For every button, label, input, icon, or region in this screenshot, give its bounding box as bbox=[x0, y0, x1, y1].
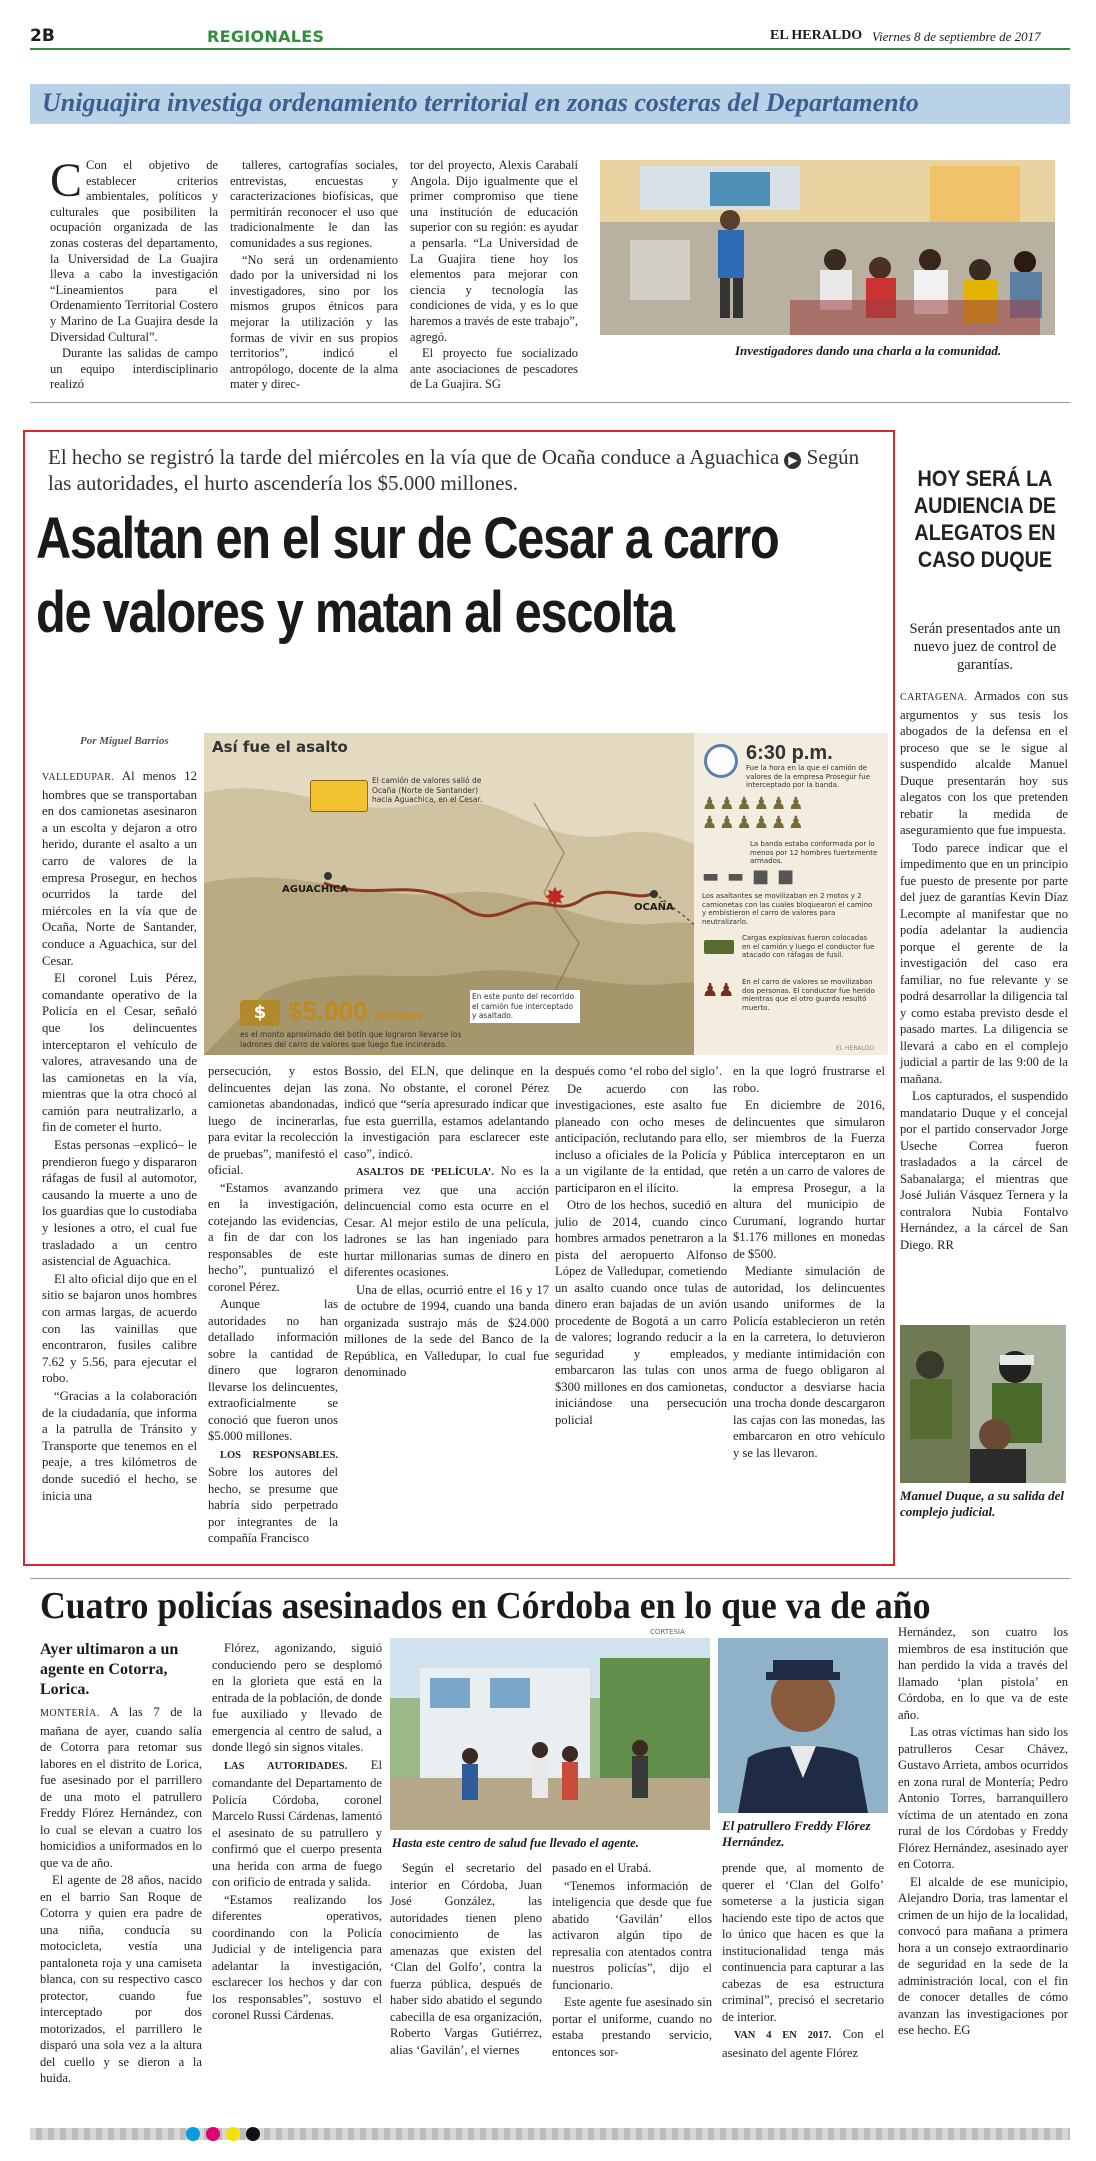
paragraph: El comandante del Departamento de Policía Córdoba, coronel Marcelo Russi Cárdenas, lamentó el asesinato de su patrullero y confirmó que el cuerpo presenta una herida con arma de fuego con orificio de entrada y salida. bbox=[212, 1757, 382, 1889]
page-number: 2B bbox=[30, 26, 55, 46]
main-col-5 bbox=[733, 1063, 885, 1461]
paragraph: Según el secretario del interior en Córdoba, Juan José González, las autoridades tienen pleno conocimiento de las amenazas que existen del ‘Clan del Golfo’, contra la fuerza pública, después de haber sido abatido el segundo cabecilla de esa organización, Roberto Vargas Gutiérrez, alias ‘Gavilán’, el viernes bbox=[390, 1861, 542, 2057]
bottom-headline: Cuatro policías asesinados en Córdoba en lo que va de año bbox=[40, 1585, 931, 1627]
truck-icon bbox=[310, 780, 368, 812]
arrow-icon: ▶ bbox=[784, 452, 801, 469]
bottom-col-3 bbox=[390, 1860, 542, 2058]
subhead: LOS RESPONSABLES. bbox=[220, 1449, 338, 1461]
paragraph: El agente de 28 años, nacido en el barrio San Roque de Cotorra y quien era padre de una niña, conducía su motocicleta, vestía una pantaloneta roja y una camiseta blanca, con su respectivo casco protector, cuando fue interceptado por dos motorizados, el parrillero le disparó una sola vez a la altura del cuello y se dieron a la huida. bbox=[40, 1873, 202, 2085]
top-col-3 bbox=[410, 158, 578, 393]
motorcycle-icon: ▬ bbox=[702, 866, 728, 887]
main-col-4 bbox=[555, 1063, 727, 1428]
paragraph: Al menos 12 hombres que se transportaban en dos camionetas asesinaron a un escolta y dejaron a otro herido, durante el asalto a un carro de valores de la empresa Prosegur, en hechos ocurridos la tarde del miércoles en la vía que de Ocaña, Norte de Santander, conduce a Aguachica, sur del Cesar. bbox=[42, 769, 197, 968]
dateline: CARTAGENA. bbox=[900, 692, 968, 703]
person-icon: ♟♟♟♟♟♟ bbox=[702, 794, 806, 814]
paragraph: Durante las salidas de campo un equipo interdisciplinario realizó bbox=[50, 346, 218, 392]
infographic-title: Así fue el asalto bbox=[212, 738, 348, 756]
main-kicker bbox=[48, 444, 878, 496]
top-col-2 bbox=[230, 158, 398, 393]
issue-date: Viernes 8 de septiembre de 2017 bbox=[872, 29, 1041, 44]
paragraph: pasado en el Urabá. bbox=[552, 1861, 652, 1875]
paragraph: En diciembre de 2016, delincuentes que simularon ser miembros de la Fuerza Pública interceptaron en un retén a un carro de valores de la empresa Prosegur, a la altura del municipio de Curumaní, logrando hurtar $1.176 millones en monedas de $500. bbox=[733, 1098, 885, 1261]
paragraph: “Estamos realizando los diferentes operativos, coordinando con la Policía Judicial y de inteligencia para adelantar la investigación, esclarecer los hechos y dar con los responsables”, sostuvo el coronel Russi Cárdenas. bbox=[212, 1892, 382, 2022]
kicker-text: El hecho se registró la tarde del miércoles en la vía que de Ocaña conduce a Aguachica bbox=[48, 445, 780, 469]
gang-note: La banda estaba conformada por lo menos por 12 hombres fuertemente armados. bbox=[750, 840, 878, 865]
main-col-2 bbox=[208, 1063, 338, 1547]
assault-time: 6:30 p.m. bbox=[746, 742, 833, 764]
paragraph: Sobre los autores del hecho, se presume que habría sido perpetrado por integrantes de la compañía Francisco bbox=[208, 1465, 338, 1545]
kicker-text: Según las autoridades, el hurto ascendería los $5.000 millones. bbox=[48, 445, 860, 495]
paragraph: persecución, y estos delincuentes dejan las camionetas abandonadas, luego de incinerarlas, para evitar la recolección de pruebas”, manifestó el oficial. bbox=[208, 1064, 338, 1177]
paragraph: después como ‘el robo del siglo’. bbox=[555, 1064, 723, 1078]
bottom-deck: Ayer ultimaron a un agente en Cotorra, Lorica. bbox=[40, 1641, 179, 1698]
byline: Por Miguel Barrios bbox=[80, 735, 169, 747]
vehicle-icons bbox=[702, 866, 878, 887]
bottom-col-1 bbox=[40, 1704, 202, 2087]
paper-name: EL HERALDO bbox=[770, 28, 863, 43]
paragraph: El alcalde de ese municipio, Alejandro Doria, tras lamentar el crimen de un hijo de la localidad, convocó para mañana a primera hora a un consejo extraordinario de seguridad en la sede de la administración local, con el fin de conocer detalles de cómo avanzan las investigaciones por ese hecho. EG bbox=[898, 1874, 1068, 2037]
person-icon: ♟ bbox=[718, 980, 735, 1001]
money-note: es el monto aproximado del botín que lograron llevarse los ladrones del carro de valores que luego fue incinerado. bbox=[240, 1030, 462, 1049]
top-photo bbox=[600, 160, 1055, 335]
money-value: $5.000 bbox=[288, 996, 368, 1026]
motorcycle-icon: ▬ bbox=[727, 866, 753, 887]
header-rule bbox=[30, 48, 1070, 50]
color-bar bbox=[186, 2126, 296, 2142]
crash-note: En este punto del recorrido el camión fue interceptado y asaltado. bbox=[470, 990, 580, 1023]
person-icon: ♟♟♟♟♟♟ bbox=[702, 813, 806, 833]
paragraph: Armados con sus argumentos y sus tesis los abogados de la defensa en el proceso que se le sigue al suspendido alcalde Manuel Duque presentarán hoy sus alegatos con los que pretenden rebatir la medida de aseguramiento que fue impuesta. bbox=[900, 689, 1068, 837]
paragraph: “Estamos avanzando en la investigación, cotejando las evidencias, a fin de dar con los responsables de este hecho”, puntualizó el coronel Pérez. bbox=[208, 1180, 338, 1294]
subhead: ASALTOS DE ‘PELÍCULA’. bbox=[356, 1167, 494, 1178]
paragraph: Flórez, agonizando, siguió conduciendo pero se desplomó en la glorieta que está en la entrada de la población, de donde fue auxiliado y llevado de emergencia al centro de salud, a donde llegó sin signos vitales. bbox=[212, 1641, 382, 1754]
victims-note: En el carro de valores se movilizaban dos personas. El conductor fue herido mientras que el otro guarda resultó muerto. bbox=[742, 978, 875, 1012]
clock-icon bbox=[704, 744, 738, 778]
sidebar-body bbox=[900, 688, 1068, 1253]
bottom-col-2 bbox=[212, 1640, 382, 2024]
officer-photo bbox=[718, 1638, 888, 1813]
bottom-col-6 bbox=[898, 1624, 1068, 2039]
paragraph: Hernández, son cuatro los miembros de esa institución que han perdido la vida a través del llamado ‘plan pistola’ en Córdoba, en lo que va de este año. bbox=[898, 1625, 1068, 1722]
paragraph: Bossio, del ELN, que delinque en la zona. No obstante, el coronel Pérez indicó que “sería apresurado indicar que fue esta guerrilla, estamos adelantando la investigación para esclarecer este caso”, indicó. bbox=[344, 1064, 549, 1161]
paragraph: A las 7 de la mañana de ayer, cuando salía de Cotorra para retomar sus labores en el distrito de Lorica, fue asesinado por el parrillero de una moto el patrullero Freddy Flórez Hernández, con lo cual se elevan a cuatro los homicidios a uniformados en lo que va de año. bbox=[40, 1705, 202, 1870]
paragraph: “No será un ordenamiento dado por la universidad ni los investigadores, sino por los mismos grupos étnicos para mejorar la utilización y las formas de vivir en sus propios territorios”, indicó el antropólogo, docente de la alma mater y direc- bbox=[230, 252, 398, 392]
paragraph: Los capturados, el suspendido mandatario Duque y el concejal por el partido conservador Jorge Useche Correa fueron trasladados a la cárcel de Sabanalarga; el mientras que José Julián Vásquez Ternera y la contralora Nubia Fontalvo Hernández, a la cárcel de San Diego. RR bbox=[900, 1089, 1068, 1252]
money-icon: $ bbox=[240, 1000, 280, 1026]
paragraph: Este agente fue asesinado sin portar el uniforme, cuando no estaba prestando servicio, entonces sor- bbox=[552, 1995, 712, 2059]
main-headline bbox=[36, 502, 779, 650]
bottom-divider bbox=[30, 1578, 1070, 1579]
health-center-photo bbox=[390, 1638, 710, 1830]
paragraph: El alto oficial dijo que en el sitio se bajaron unos hombres con armas largas, de acuerdo con las vainillas que encontraron, fusiles calibre 7.62 y 5.56, para ejecutar el robo. bbox=[42, 1271, 197, 1386]
city-marker bbox=[650, 890, 658, 898]
subhead: LAS AUTORIDADES. bbox=[224, 1760, 348, 1772]
photo-credit: CORTESÍA bbox=[650, 1628, 685, 1636]
paragraph: Mediante simulación de autoridad, los delincuentes usando uniformes de la Policía establecieron un retén en la carretera, lo detuvieron y mediante intimidación con arma de fuego obligaron al conductor a desviarse hacia una trocha donde descargaron las cajas con las monedas, las embarcaron en otro vehículo y se las llevaron. bbox=[733, 1264, 885, 1460]
truck-note: El camión de valores salió de Ocaña (Norte de Santander) hacia Aguachica, en el Cesar. bbox=[372, 776, 483, 804]
paragraph: Aunque las autoridades no han detallado información sobre la cantidad de dinero que lograron llevarse los delincuentes, extraoficialmente se conoció que fueron unos $5.000 millones. bbox=[208, 1297, 338, 1443]
paragraph: Una de ellas, ocurrió entre el 16 y 17 de octubre de 1994, cuando una banda organizada sustrajo más de $24.000 millones de la sede del Banco de la República, en Valledupar, lo cual fue denominado bbox=[344, 1282, 549, 1379]
paragraph: No es la primera vez que una acción delincuencial como esta ocurre en el Cesar. Al mejor estilo de una película, ladrones se las han ingeniado para hurtar millonarias sumas de dinero en diferentes ocasiones. bbox=[344, 1164, 549, 1279]
paragraph: talleres, cartografías sociales, entrevistas, encuestas y caracterizaciones biofísicas, que permitirán reconocer el uso que tradicionalmente le dan las comunidades a sus regiones. bbox=[230, 158, 398, 250]
paragraph: Con el objetivo de establecer criterios ambientales, políticos y culturales que posibiliten la ocupación organizada de las zonas costeras del departamento, la Universidad de La Guajira lleva a cabo la investigación “Lineamientos para el Ordenamiento Territorial Costero y Marino de La Guajira desde la Diversidad Cultural”. bbox=[50, 158, 218, 344]
paragraph: Otro de los hechos, sucedió en julio de 2014, cuando cinco hombres armados penetraron a la pista del aeropuerto Alfonso López de Valledupar, cometiendo un asalto cuando once tulas de dinero eran bajadas de un avión procedente de Bogotá a un carro de valores; logrando reducir a la seguridad y empleados, embarcaron las tulas con unos $300 millones en dos camionetas, iniciándose una persecución policial bbox=[555, 1198, 727, 1427]
city-marker bbox=[324, 872, 332, 880]
color-swatch bbox=[246, 2127, 260, 2141]
main-col-3 bbox=[344, 1063, 549, 1381]
suv-icon: ■ bbox=[777, 866, 803, 887]
vehicles-note: Los asaltantes se movilizaban en 2 motos y 2 camionetas con las cuales bloquearon el camino y embistieron el carro de valores para neutralizarlo. bbox=[702, 892, 873, 926]
paragraph: El coronel Luis Pérez, comandante operativo de la Policía en el Cesar, señaló que los delincuentes interceptaron el vehículo de valores, atravesando una de las camionetas en la vía, mientras que la otra chocó al camión para neutralizarlo, a fin de cometer el hurto. bbox=[42, 971, 197, 1135]
paragraph: Con el asesinato del agente Flórez bbox=[722, 2027, 884, 2060]
suv-icon: ■ bbox=[752, 866, 778, 887]
person-icon: ♟ bbox=[702, 980, 719, 1001]
bottom-col-5 bbox=[722, 1860, 884, 2061]
subhead: VAN 4 EN 2017. bbox=[734, 2030, 832, 2041]
top-divider bbox=[30, 402, 1070, 403]
top-col-1 bbox=[50, 154, 218, 393]
victims-figures bbox=[702, 980, 734, 1001]
time-note: Fue la hora en la que el camión de valores de la empresa Prosegur fue interceptado por la banda. bbox=[746, 764, 871, 789]
paragraph: Las otras víctimas han sido los patrulleros Cesar Chávez, Gustavo Arrieta, ambos ocurridos en zona rural de Montería; Pedro Antonio Torres, barranquillero víctima de un atentado en zona rural de los Córdobas y Freddy Flórez Hernández, asesinado ayer en Cotorra. bbox=[898, 1725, 1068, 1871]
paragraph: “Tenemos información de inteligencia que desde que fue abatido ‘Gavilán’ ellos activaron algún tipo de represalia con atentados contra nuestros policías”, dijo el funcionario. bbox=[552, 1878, 712, 1992]
sidebar-photo bbox=[900, 1325, 1066, 1483]
main-col-1 bbox=[42, 768, 197, 1504]
money-unit: millones bbox=[374, 1009, 424, 1023]
city-aguachica: AGUACHICA bbox=[282, 884, 349, 895]
sidebar-deck: Serán presentados ante un nuevo juez de control de garantías. bbox=[909, 621, 1061, 673]
paragraph: Todo parece indicar que el impedimento que en un principio fue puesto de presente por parte del juez de garantías Kevin Díaz Lecompte al manifestar que no podía adelantar la audiencia porque el gerente de la investigación del caso era familiar, no fue relevante y se podrá desarrollar la diligencia tal y como estaba previsto desde el pasado martes. La diligencia se llevará a cabo en el complejo judicial a partir de las 9:00 de la mañana. bbox=[900, 840, 1068, 1086]
headline-line: de valores y matan al escolta bbox=[36, 580, 674, 645]
city-ocana: OCAÑA bbox=[634, 902, 674, 913]
paragraph: tor del proyecto, Alexis Carabalí Angola. Dijo igualmente que el primer compromiso que tiene una institución de educación superior con su región: es ayudar a pensarla. “La Universidad de La Guajira tiene hoy los elementos para mejorar con ciencia y tecnología las condiciones de vida, y es lo que haremos a través de este trabajo”, agregó. bbox=[410, 158, 578, 344]
dateline: VALLEDUPAR. bbox=[42, 772, 115, 783]
color-swatch bbox=[206, 2127, 220, 2141]
color-swatch bbox=[186, 2127, 200, 2141]
top-photo-caption: Investigadores dando una charla a la comunidad. bbox=[735, 343, 1002, 358]
money-amount bbox=[288, 996, 423, 1027]
sidebar-photo-caption: Manuel Duque, a su salida del complejo judicial. bbox=[900, 1488, 1064, 1519]
paragraph: “Gracias a la colaboración de la ciudadanía, que informa a la patrulla de Tránsito y Transporte que tenemos en el peaje, a tres kilómetros de donde sucedió el hecho, se inicia una bbox=[42, 1388, 197, 1503]
dateline: MONTERÍA. bbox=[40, 1708, 100, 1719]
infographic-credit: EL HERALDO bbox=[836, 1045, 875, 1052]
headline-line: Asaltan en el sur de Cesar a carro bbox=[36, 506, 779, 571]
bottom-col-4 bbox=[552, 1860, 712, 2060]
paragraph: De acuerdo con las investigaciones, este asalto fue planeado con ocho meses de anticipación, reclutando para ello, incluso a oficiales de la Policía y a un vigilante de la entidad, que participaron en el ilícito. bbox=[555, 1081, 727, 1195]
weapons-note: Cargas explosivas fueron colocadas en el camión y luego el conductor fue atacado con ráfagas de fusil. bbox=[742, 934, 875, 959]
sidebar-headline: HOY SERÁ LA AUDIENCIA DE ALEGATOS EN CASO DUQUE bbox=[913, 466, 1057, 572]
rifle-icon bbox=[704, 940, 734, 954]
crash-icon: ✸ bbox=[544, 883, 566, 913]
paragraph: en la que logró frustrarse el robo. bbox=[733, 1064, 885, 1095]
dropcap: C bbox=[50, 154, 83, 207]
gang-figures bbox=[702, 795, 878, 833]
section-name: REGIONALES bbox=[207, 27, 325, 46]
paragraph: El proyecto fue socializado ante asociaciones de pescadores de La Guajira. SG bbox=[410, 346, 578, 392]
top-headline: Uniguajira investiga ordenamiento territorial en zonas costeras del Departamento bbox=[42, 88, 919, 117]
color-swatch bbox=[226, 2127, 240, 2141]
health-center-caption: Hasta este centro de salud fue llevado el agente. bbox=[392, 1836, 639, 1850]
officer-caption: El patrullero Freddy Flórez Hernández. bbox=[722, 1818, 871, 1849]
paragraph: prende que, al momento de querer el ‘Clan del Golfo’ someterse a la justicia sigan haciendo este tipo de actos que lo único que hacen es que la institucionalidad tenga más continuencia para capturar a las cabezas de esa estructura criminal”, precisó el secretario de interior. bbox=[722, 1861, 884, 2024]
paragraph: Estas personas –explicó– le prendieron fuego y dispararon ráfagas de fusil al automotor, causando la muerte a uno de los guardias que lo custodiaba y lesiones a otro, el cual fue trasladado a un centro asistencial de Aguachica. bbox=[42, 1138, 197, 1269]
